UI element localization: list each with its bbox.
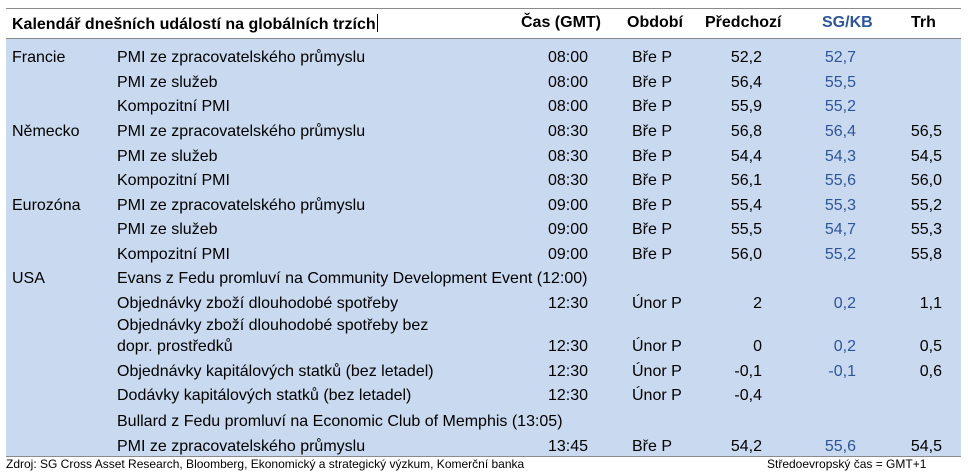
cell-sgkb: 54,3 [824,148,856,165]
cell-event: PMI ze služeb [117,148,218,165]
cell-time: 08:30 [547,123,588,140]
cell-prev: 56,0 [730,246,762,263]
cell-sgkb: 55,6 [824,438,856,455]
events-calendar-table [6,8,961,457]
cell-time: 09:00 [547,221,588,238]
cell-sgkb: 52,7 [824,49,856,66]
cell-time: 09:00 [547,197,588,214]
cell-sgkb: 0,2 [833,338,856,355]
cell-market: 0,6 [919,363,942,380]
cell-period: Únor P [632,338,682,355]
table-title: Kalendář dnešních událostí na globálních trzích [12,16,376,33]
cell-market: 56,0 [910,172,942,189]
cell-time: 12:30 [547,338,588,355]
cell-time: 08:00 [547,98,588,115]
cell-prev: 56,8 [730,123,762,140]
cell-market: 55,2 [910,197,942,214]
cell-time: 12:30 [547,387,588,404]
cell-country: Francie [12,49,66,66]
cell-time: 13:45 [547,438,588,455]
cell-prev: -0,4 [734,387,762,404]
cell-event: Kompozitní PMI [117,98,230,115]
cell-sgkb: 55,6 [824,172,856,189]
cell-sgkb: 54,7 [824,221,856,238]
cell-sgkb: 0,2 [833,295,856,312]
cell-period: Bře P [632,221,673,238]
cell-prev: 2 [753,295,762,312]
cell-prev: 0 [753,338,762,355]
cell-sgkb: 55,2 [824,98,856,115]
cell-time: 08:00 [547,49,588,66]
cell-event: Objednávky zboží dlouhodobé spotřeby bez [117,317,429,334]
cell-period: Bře P [632,74,673,91]
cell-period: Bře P [632,49,673,66]
cell-period: Bře P [632,246,673,263]
cell-sgkb: 55,5 [824,74,856,91]
cell-event: Objednávky kapitálových statků (bez letadel) [117,363,434,380]
cell-time: 12:30 [547,295,588,312]
cell-period: Bře P [632,438,673,455]
cell-prev: 55,5 [730,221,762,238]
cell-period: Bře P [632,197,673,214]
col-header-market: Trh [911,14,936,31]
cell-prev: 54,4 [730,148,762,165]
cell-time: 08:30 [547,172,588,189]
cell-market: 56,5 [910,123,942,140]
col-header-sgkb: SG/KB [822,14,873,31]
text-cursor [377,14,378,32]
cell-event: Objednávky zboží dlouhodobé spotřeby [117,295,399,312]
cell-period: Bře P [632,172,673,189]
cell-prev: 54,2 [730,438,762,455]
cell-period: Bře P [632,123,673,140]
cell-prev: 56,4 [730,74,762,91]
cell-market: 55,3 [910,221,942,238]
cell-prev: 55,4 [730,197,762,214]
cell-time: 08:00 [547,74,588,91]
cell-event: Kompozitní PMI [117,172,230,189]
cell-sgkb: 55,2 [824,246,856,263]
cell-country: USA [12,270,45,287]
cell-period: Bře P [632,148,673,165]
table-header [6,9,961,39]
cell-prev: 56,1 [730,172,762,189]
cell-market: 55,8 [910,246,942,263]
cell-event: Kompozitní PMI [117,246,230,263]
cell-prev: -0,1 [734,363,762,380]
cell-sgkb: -0,1 [828,363,856,380]
cell-market: 1,1 [919,295,942,312]
cell-country: Eurozóna [12,197,81,214]
cell-market: 54,5 [910,438,942,455]
col-header-previous: Předchozí [705,14,782,31]
cell-event: PMI ze zpracovatelského průmyslu [117,197,366,214]
cell-period: Únor P [632,387,682,404]
cell-period: Bře P [632,98,673,115]
cell-market: 54,5 [910,148,942,165]
cell-event: Evans z Fedu promluví na Community Development Event (12:00) [117,270,588,287]
cell-event: PMI ze zpracovatelského průmyslu [117,49,366,66]
timezone-note: Středoevropský čas = GMT+1 [767,457,927,471]
cell-time: 08:30 [547,148,588,165]
cell-event: Bullard z Fedu promluví na Economic Club of Memphis (13:05) [117,413,563,430]
cell-prev: 52,2 [730,49,762,66]
col-header-time: Čas (GMT) [521,14,601,31]
cell-event: PMI ze služeb [117,221,218,238]
cell-period: Únor P [632,295,682,312]
source-note: Zdroj: SG Cross Asset Research, Bloomberg, Ekonomický a strategický výzkum, Komerční banka [6,457,525,471]
cell-event: Dodávky kapitálových statků (bez letadel) [117,387,412,404]
cell-sgkb: 55,3 [824,197,856,214]
cell-country: Německo [12,123,80,140]
cell-event: PMI ze služeb [117,74,218,91]
cell-event: dopr. prostředků [117,338,233,355]
col-header-period: Období [627,14,683,31]
cell-period: Únor P [632,363,682,380]
cell-market: 0,5 [919,338,942,355]
cell-event: PMI ze zpracovatelského průmyslu [117,123,366,140]
cell-time: 09:00 [547,246,588,263]
cell-prev: 55,9 [730,98,762,115]
cell-time: 12:30 [547,363,588,380]
cell-sgkb: 56,4 [824,123,856,140]
cell-event: PMI ze zpracovatelského průmyslu [117,438,366,455]
